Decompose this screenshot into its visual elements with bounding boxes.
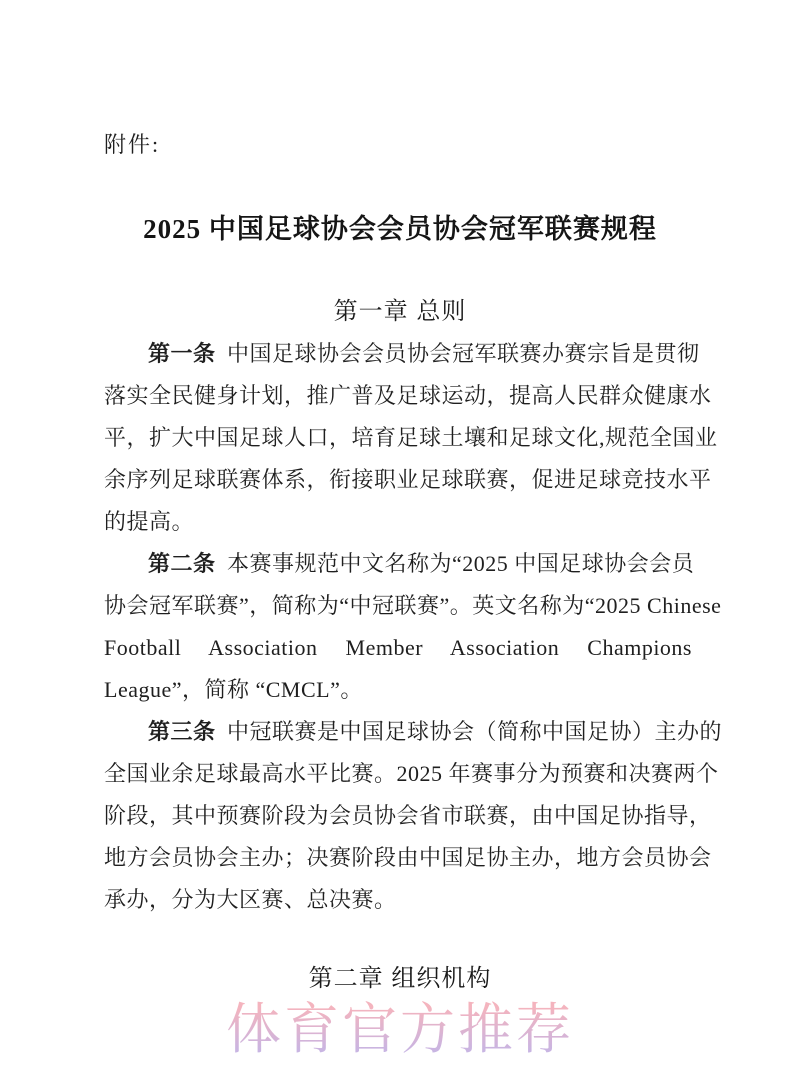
paragraph-line (104, 543, 695, 585)
document-body (104, 333, 723, 921)
paragraph-line: 协会冠军联赛”，简称为“中冠联赛”。英文名称为“2025 Chinese (104, 593, 722, 618)
attachment-label: 附件: (104, 132, 161, 157)
paragraph-line: 承办，分为大区赛、总决赛。 (104, 887, 397, 912)
paragraph-line: 落实全民健身计划，推广普及足球运动，提高人民群众健康水 (104, 383, 712, 408)
paragraph-line (104, 711, 723, 753)
paragraph-line: 全国业余足球最高水平比赛。2025 年赛事分为预赛和决赛两个 (104, 761, 719, 786)
line-text: 中国足球协会会员协会冠军联赛办赛宗旨是贯彻 (215, 341, 700, 366)
paragraph-line (104, 333, 700, 375)
watermark-text: 体育官方推荐 (0, 997, 800, 1063)
line-text: 中冠联赛是中国足球协会（简称中国足协）主办的 (215, 719, 723, 744)
article-label: 第三条 (148, 719, 216, 744)
article-label: 第二条 (148, 551, 216, 576)
paragraph-line: 地方会员协会主办；决赛阶段由中国足协主办，地方会员协会 (104, 845, 712, 870)
paragraph-line: League”，简称 “CMCL”。 (104, 677, 363, 702)
line-text: 本赛事规范中文名称为“2025 中国足球协会会员 (215, 551, 695, 576)
paragraph-line: 阶段，其中预赛阶段为会员协会省市联赛，由中国足协指导， (104, 803, 712, 828)
article-label: 第一条 (148, 341, 216, 366)
chapter-2-heading: 第二章 组织机构 (308, 965, 492, 992)
paragraph-line: 平，扩大中国足球人口，培育足球土壤和足球文化,规范全国业 (104, 425, 718, 450)
paragraph-line: 的提高。 (104, 509, 195, 534)
document-title: 2025 中国足球协会会员协会冠军联赛规程 (143, 214, 657, 244)
paragraph-line: Football Association Member Association Champions (104, 635, 692, 660)
chapter-1-heading: 第一章 总则 (333, 298, 467, 325)
paragraph-line: 余序列足球联赛体系，衔接职业足球联赛，促进足球竞技水平 (104, 467, 712, 492)
